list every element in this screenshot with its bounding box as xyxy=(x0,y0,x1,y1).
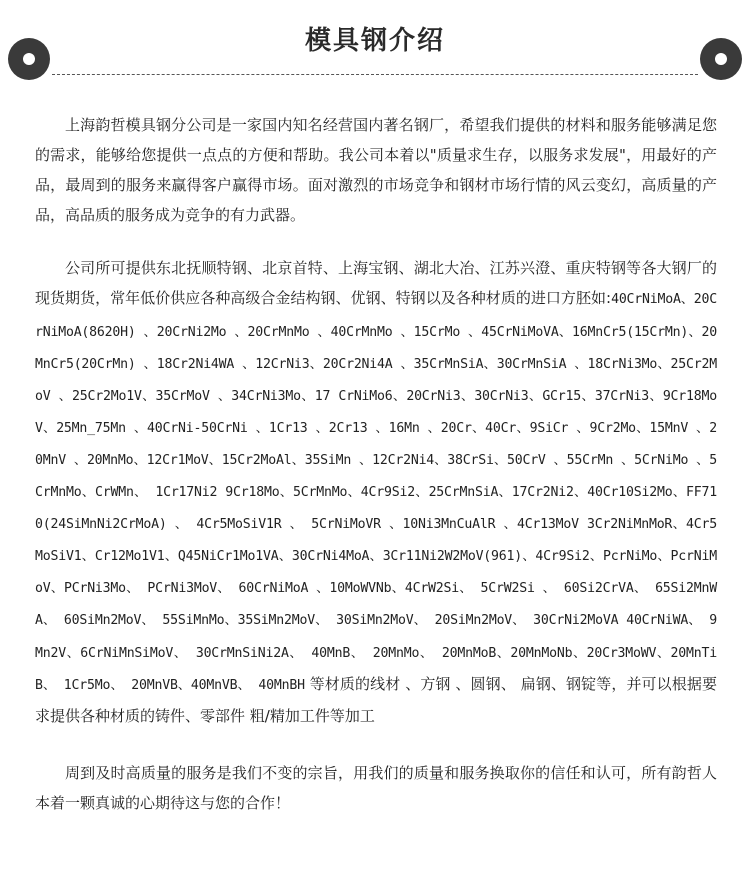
products-paragraph xyxy=(35,253,717,730)
products-intro-text: 公司所可提供东北抚顺特钢、北京首特、上海宝钢、湖北大冶、江苏兴澄、重庆特钢等各大钢厂的现货期货，常年低价供应各种高级合金结构钢、优钢、特钢以及各种材质的进口方胚如: xyxy=(35,259,717,308)
article-body xyxy=(35,110,717,818)
products-outro-text: 等材质的线材 、方钢 、圆钢、 扁钢、钢锭等，并可以根据要求提供各种材质的铸件、零部件 粗/精加工件等加工 xyxy=(35,674,717,725)
intro-paragraph: 上海韵哲模具钢分公司是一家国内知名经营国内著名钢厂，希望我们提供的材料和服务能够满足您的需求，能够给您提供一点点的方便和帮助。我公司本着以"质量求生存，以服务求发展"，用最好的产品，最周到的服务来赢得客户赢得市场。面对激烈的市场竞争和钢材市场行情的风云变幻，高质量的产品，高品质的服务成为竞争的有力武器。 xyxy=(35,116,717,225)
page-title: 模具钢介绍 xyxy=(304,26,445,56)
service-paragraph: 周到及时高质量的服务是我们不变的宗旨，用我们的质量和服务换取你的信任和认可，所有韵哲人本着一颗真诚的心期待这与您的合作！ xyxy=(35,763,717,812)
header xyxy=(0,0,750,90)
dashed-divider xyxy=(52,74,698,75)
right-circle-ornament xyxy=(700,38,742,80)
steel-grades-list: 40CrNiMoA、20CrNiMoA(8620H) 、20CrNi2Mo 、20CrMnMo 、40CrMnMo 、15CrMo 、45CrNiMoVA、16MnCr5(15CrMn)、20MnCr5(20CrMn) 、18Cr2Ni4WA 、12CrNi3、20Cr2Ni4A 、35CrMnSiA、30CrMnSiA 、18CrNi3Mo、25Cr2MoV 、25Cr2Mo1V、35CrMoV 、34CrNi3Mo、17 CrNiMo6、20CrNi3、30CrNi3、GCr15、37CrNi3、9Cr18MoV、25Mn_75Mn 、40CrNi-50CrNi 、1Cr13 、2Cr13 、16Mn 、20Cr、40Cr、9SiCr 、9Cr2Mo、15MnV 、20MnV 、20MnMo、12Cr1MoV、15Cr2MoAl、35SiMn 、12Cr2Ni4、38CrSi、50CrV 、55CrMn 、5CrNiMo 、5CrMnMo、CrWMn、 1Cr17Ni2 9Cr18Mo、5CrMnMo、4Cr9Si2、25CrMnSiA、17Cr2Ni2、40Cr10Si2Mo、FF710(24SiMnNi2CrMoA) 、 4Cr5MoSiV1R 、 5CrNiMoVR 、10Ni3MnCuAlR 、4Cr13MoV 3Cr2NiMnMoR、4Cr5MoSiV1、Cr12Mo1V1、Q45NiCr1Mo1VA、30CrNi4MoA、3Cr11Ni2W2MoV(961)、4Cr9Si2、PcrNiMo、PcrNiMoV、PCrNi3Mo、 PCrNi3MoV、 60CrNiMoA 、10MoWVNb、4CrW2Si、 5CrW2Si 、 60Si2CrVA、 65Si2MnWA、 60SiMn2MoV、 55SiMnMo、35SiMn2MoV、 30SiMn2MoV、 20SiMn2MoV、 30CrNi2MoVA 40CrNiWA、 9Mn2V、6CrNiMnSiMoV、 30CrMnSiNi2A、 40MnB、 20MnMo、 20MnMoB、20MnMoNb、20Cr3MoWV、20MnTiB、 1Cr5Mo、 20MnVB、40MnVB、 40MnBH xyxy=(35,292,717,693)
